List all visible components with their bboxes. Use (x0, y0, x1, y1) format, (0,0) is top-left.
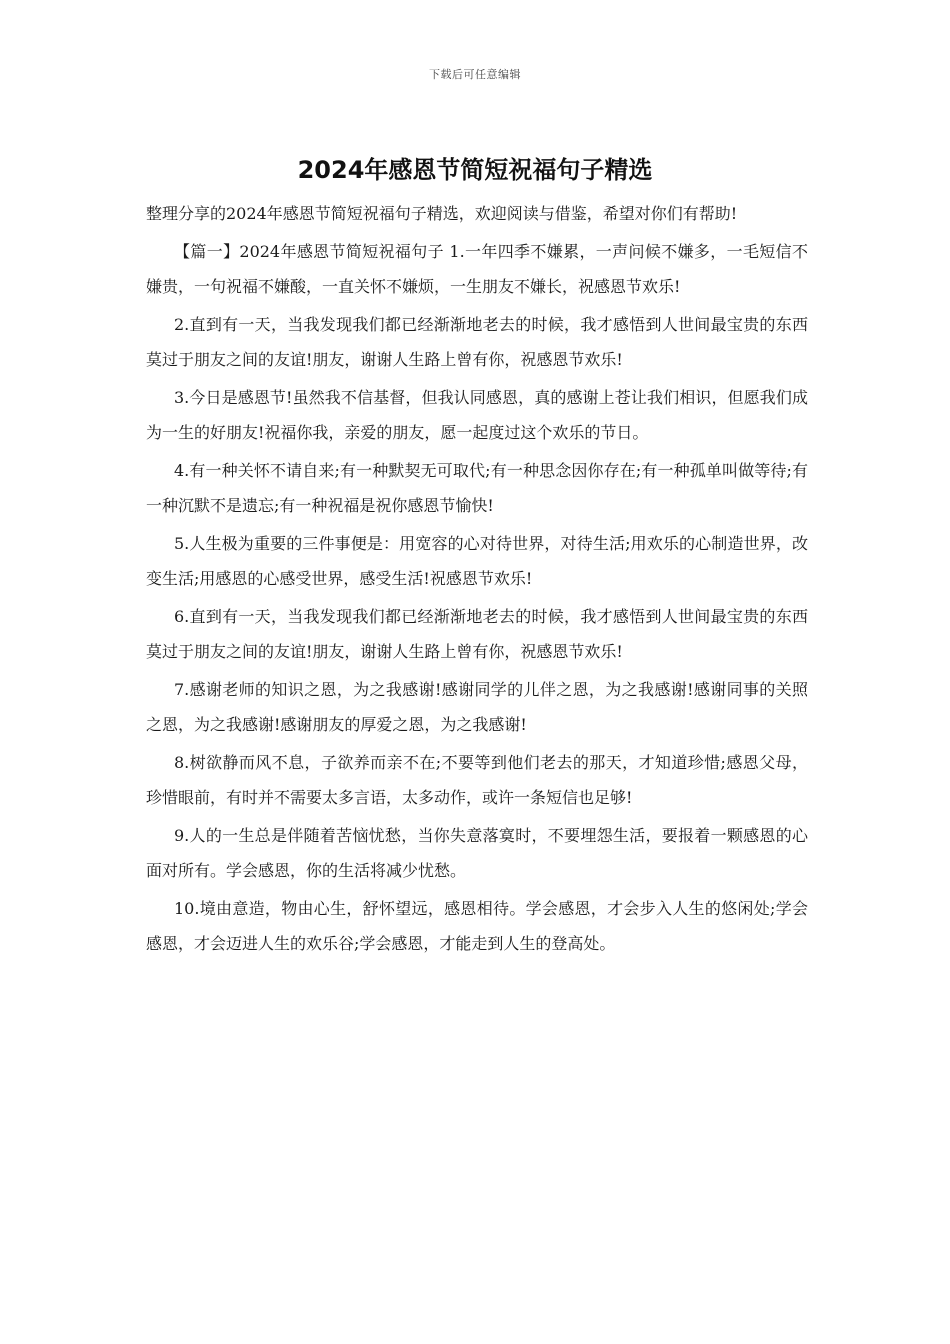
paragraph-section-1: 【篇一】2024年感恩节简短祝福句子 1.一年四季不嫌累，一声问候不嫌多，一毛短信不嫌贵，一句祝福不嫌酸，一直关怀不嫌烦，一生朋友不嫌长，祝感恩节欢乐! (146, 242, 808, 296)
paragraph-item-5: 5.人生极为重要的三件事便是：用宽容的心对待世界，对待生活;用欢乐的心制造世界，改变生活;用感恩的心感受世界，感受生活!祝感恩节欢乐! (146, 534, 808, 588)
paragraph-item-2: 2.直到有一天，当我发现我们都已经渐渐地老去的时候，我才感悟到人世间最宝贵的东西莫过于朋友之间的友谊!朋友，谢谢人生路上曾有你，祝感恩节欢乐! (146, 315, 808, 369)
paragraph-item-8: 8.树欲静而风不息，子欲养而亲不在;不要等到他们老去的那天，才知道珍惜;感恩父母，珍惜眼前，有时并不需要太多言语，太多动作，或许一条短信也足够! (146, 753, 808, 807)
paragraph-item-7: 7.感谢老师的知识之恩，为之我感谢!感谢同学的儿伴之恩，为之我感谢!感谢同事的关照之恩，为之我感谢!感谢朋友的厚爱之恩，为之我感谢! (146, 680, 808, 734)
paragraph-item-3: 3.今日是感恩节!虽然我不信基督，但我认同感恩，真的感谢上苍让我们相识，但愿我们成为一生的好朋友!祝福你我，亲爱的朋友，愿一起度过这个欢乐的节日。 (146, 388, 808, 442)
paragraph-item-6: 6.直到有一天，当我发现我们都已经渐渐地老去的时候，我才感悟到人世间最宝贵的东西莫过于朋友之间的友谊!朋友，谢谢人生路上曾有你，祝感恩节欢乐! (146, 607, 808, 661)
paragraph-item-10: 10.境由意造，物由心生，舒怀望远，感恩相待。学会感恩，才会步入人生的悠闲处;学会感恩，才会迈进人生的欢乐谷;学会感恩，才能走到人生的登高处。 (146, 899, 808, 953)
intro-paragraph: 整理分享的2024年感恩节简短祝福句子精选，欢迎阅读与借鉴，希望对你们有帮助! (146, 204, 738, 223)
page-title: 2024年感恩节简短祝福句子精选 (297, 156, 653, 184)
document-body (146, 196, 808, 964)
header-note: 下载后可任意编辑 (429, 68, 521, 81)
paragraph-item-4: 4.有一种关怀不请自来;有一种默契无可取代;有一种思念因你存在;有一种孤单叫做等待;有一种沉默不是遗忘;有一种祝福是祝你感恩节愉快! (146, 461, 808, 515)
paragraph-item-9: 9.人的一生总是伴随着苦恼忧愁，当你失意落寞时，不要埋怨生活，要报着一颗感恩的心面对所有。学会感恩，你的生活将减少忧愁。 (146, 826, 808, 880)
